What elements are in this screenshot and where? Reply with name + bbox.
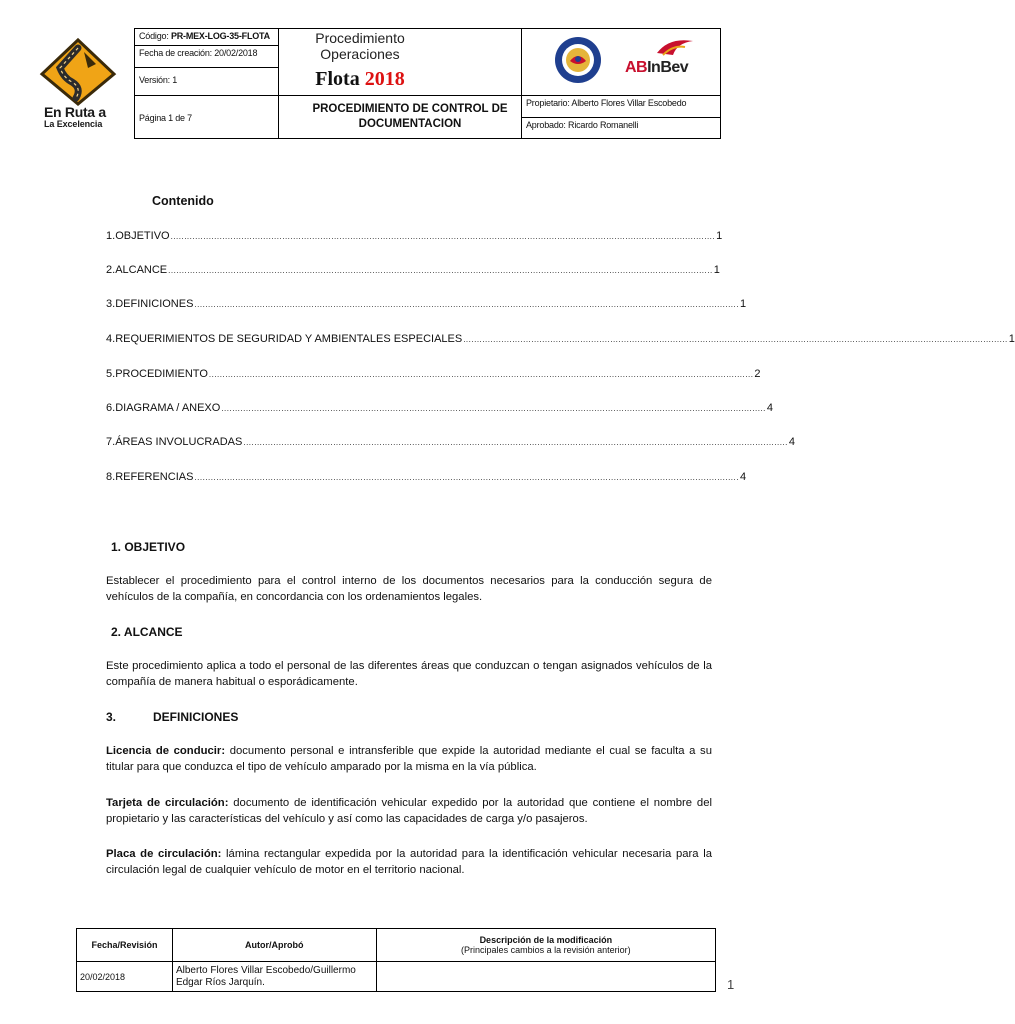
toc-item-label: PROCEDIMIENTO (115, 368, 208, 380)
col-descripcion (376, 929, 715, 962)
toc-leader-dots: ........................................................................................................................................................................................................ (194, 300, 739, 309)
logo-text-excelencia: La Excelencia (44, 119, 103, 129)
row-fecha: 20/02/2018 (77, 962, 173, 992)
toc-leader-dots: ........................................................................................................................................................................................................ (194, 473, 739, 482)
toc-leader-dots: ........................................................................................................................................................................................................ (170, 232, 716, 241)
toc-leader-dots: ........................................................................................................................................................................................................ (221, 404, 766, 413)
toc-item-page: 1 (739, 298, 747, 310)
toc-leader-dots: ........................................................................................................................................................................................................ (463, 335, 1008, 344)
toc-item-label: ÁREAS INVOLUCRADAS (115, 436, 243, 448)
revision-table (76, 928, 716, 992)
table-row (77, 962, 716, 992)
toc-item-label: DEFINICIONES (115, 298, 194, 310)
definition-term: Tarjeta de circulación: (106, 797, 229, 809)
codigo-cell (135, 29, 278, 43)
toc-item-page: 4 (788, 436, 795, 448)
page-number: 1 (727, 977, 735, 992)
flota-year: 2018 (364, 68, 405, 90)
toc-heading: Contenido (152, 194, 214, 208)
toc-item-number: 8. (106, 471, 116, 483)
codigo-value: PR-MEX-LOG-35-FLOTA (170, 31, 270, 41)
toc-item[interactable] (106, 469, 747, 483)
version: Versión: 1 (139, 75, 178, 85)
abinbev-bird-icon (655, 35, 695, 64)
row-descripcion (376, 962, 715, 992)
definition-tarjeta (106, 795, 712, 827)
toc-leader-dots: ........................................................................................................................................................................................................ (208, 370, 754, 379)
toc-item-number: 3. (106, 298, 116, 310)
toc-item-number: 1. (106, 230, 116, 242)
grupo-modelo-seal (553, 35, 603, 90)
toc-item[interactable] (106, 331, 1015, 345)
toc-item-label: DIAGRAMA / ANEXO (115, 402, 221, 414)
pagina: Página 1 de 7 (139, 113, 192, 123)
toc-item[interactable] (106, 296, 747, 310)
aprobado: Aprobado: Ricardo Romanelli (526, 120, 639, 130)
fecha-creacion: Fecha de creación: 20/02/2018 (139, 48, 258, 58)
col-fecha-revision: Fecha/Revisión (77, 929, 173, 962)
flota-title (275, 68, 445, 91)
definition-text: lámina rectangular expedida por la autoridad para la identificación vehicular necesaria para la circulación legal de cualquier vehículo de motor en el territorio nacional. (106, 848, 712, 876)
toc-item[interactable] (106, 366, 761, 380)
toc-item[interactable] (106, 262, 720, 276)
toc-item-label: OBJETIVO (115, 230, 170, 242)
logo-text-en-ruta: En Ruta a (44, 104, 106, 120)
definition-text: documento personal e intransferible que expide la autoridad mediante el cual se faculta a su titular para que conduzca el tipo de vehículo amparado por la misma en la vía pública. (106, 745, 712, 773)
toc-item-number: 4. (106, 333, 116, 345)
procedure-title: PROCEDIMIENTO DE CONTROL DE DOCUMENTACION (312, 103, 508, 130)
col-descripcion-line1: Descripción de la modificación (479, 935, 613, 945)
toc-item[interactable] (106, 228, 723, 242)
section-definiciones-num: 3. (106, 710, 117, 724)
propietario: Propietario: Alberto Flores Villar Escobedo (526, 98, 687, 108)
toc-item-page: 1 (716, 230, 723, 242)
toc-item-label: REQUERIMIENTOS DE SEGURIDAD Y AMBIENTALES ESPECIALES (115, 333, 463, 345)
section-definiciones-title: DEFINICIONES (153, 710, 239, 724)
section-alcance-title: 2. ALCANCE (111, 625, 183, 639)
toc-item-number: 5. (106, 368, 116, 380)
procedimiento-operaciones: Procedimiento Operaciones (315, 30, 405, 62)
section-alcance-text: Este procedimiento aplica a todo el personal de las diferentes áreas que conduzcan o tengan asignados vehículos de la compañía de manera habitual o esporádicamente. (106, 660, 712, 688)
toc-leader-dots: ........................................................................................................................................................................................................ (168, 266, 713, 275)
toc-item-label: ALCANCE (115, 264, 168, 276)
definition-term: Placa de circulación: (106, 848, 222, 860)
definition-text: documento de identificación vehicular expedido por la autoridad que contiene el nombre del propietario y las características del vehículo y así como las capacidades de carga y/o pasajeros. (106, 797, 712, 825)
section-objetivo-title: 1. OBJETIVO (111, 540, 186, 554)
toc-item-page: 1 (1008, 333, 1015, 345)
definition-term: Licencia de conducir: (106, 745, 226, 757)
col-autor-aprobo: Autor/Aprobó (172, 929, 376, 962)
codigo-label: Código: (139, 31, 169, 41)
toc-item-page: 4 (766, 402, 773, 414)
toc-item-number: 2. (106, 264, 116, 276)
toc-item-page: 2 (754, 368, 761, 380)
definition-licencia (106, 743, 712, 775)
col-descripcion-line2: (Principales cambios a la revisión anterior) (461, 945, 631, 955)
section-objetivo-text: Establecer el procedimiento para el control interno de los documentos necesarios para la conducción segura de vehículos de la compañía, en concordancia con los ordenamientos legales. (106, 575, 712, 603)
flota-word: Flota (315, 68, 360, 90)
row-autor: Alberto Flores Villar Escobedo/Guillermo Edgar Ríos Jarquín. (172, 962, 376, 992)
toc-item-number: 7. (106, 436, 116, 448)
toc-item-page: 4 (739, 471, 747, 483)
toc-item-number: 6. (106, 402, 116, 414)
toc-item-page: 1 (713, 264, 720, 276)
toc-leader-dots: ........................................................................................................................................................................................................ (243, 438, 788, 447)
toc-item[interactable] (106, 400, 773, 414)
toc-item-label: REFERENCIAS (115, 471, 194, 483)
toc-item[interactable] (106, 434, 795, 448)
definition-placa (106, 846, 712, 878)
abinbev-logo: ABInBev (625, 59, 689, 76)
